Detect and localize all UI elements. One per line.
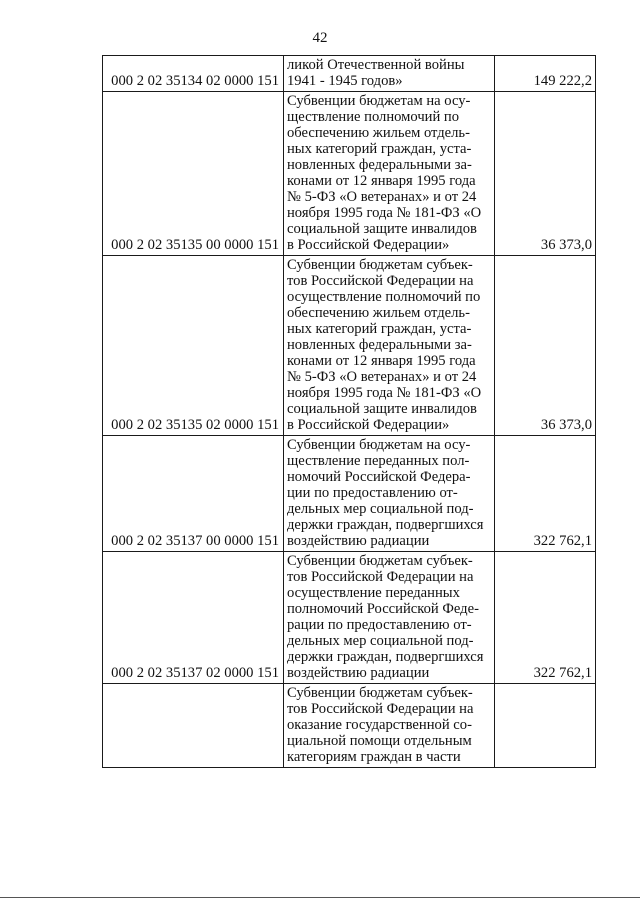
table-row	[103, 256, 596, 436]
description-line: Субвенции бюджетам субъек-	[287, 685, 473, 701]
description-line: воздействию радиации	[287, 665, 430, 681]
description-line: новленных федеральными за-	[287, 157, 472, 173]
description-line: Субвенции бюджетам на осу-	[287, 93, 471, 109]
description-line: обеспечению жильем отдель-	[287, 305, 470, 321]
description-line: категориям граждан в части	[287, 749, 461, 765]
budget-code-cell: 000 2 02 35137 00 0000 151	[103, 436, 284, 552]
description-line: осуществление полномочий по	[287, 289, 481, 305]
budget-code-cell: 000 2 02 35135 02 0000 151	[103, 256, 284, 436]
amount-cell: 322 762,1	[495, 552, 596, 684]
description-line: в Российской Федерации»	[287, 417, 450, 433]
description-line: ществление полномочий по	[287, 109, 460, 125]
budget-code-cell	[103, 684, 284, 768]
budget-code-cell: 000 2 02 35135 00 0000 151	[103, 92, 284, 256]
description-line: оказание государственной со-	[287, 717, 472, 733]
table-body	[103, 56, 596, 768]
description-line: ции по предоставлению от-	[287, 485, 458, 501]
amount-cell: 149 222,2	[495, 56, 596, 92]
page-bottom-rule	[0, 897, 640, 898]
description-cell	[284, 436, 495, 552]
budget-code-cell: 000 2 02 35134 02 0000 151	[103, 56, 284, 92]
description-line: ществление переданных пол-	[287, 453, 470, 469]
description-line: ноября 1995 года № 181-ФЗ «О	[287, 205, 482, 221]
description-line: осуществление переданных	[287, 585, 460, 601]
table-row	[103, 552, 596, 684]
amount-cell: 322 762,1	[495, 436, 596, 552]
description-line: держки граждан, подвергшихся	[287, 649, 484, 665]
description-line: ликой Отечественной войны	[287, 57, 465, 73]
table-row	[103, 92, 596, 256]
description-line: держки граждан, подвергшихся	[287, 517, 484, 533]
description-line: № 5-ФЗ «О ветеранах» и от 24	[287, 189, 477, 205]
description-line: воздействию радиации	[287, 533, 430, 549]
description-line: Субвенции бюджетам на осу-	[287, 437, 471, 453]
description-line: полномочий Российской Феде-	[287, 601, 479, 617]
table-row	[103, 436, 596, 552]
amount-cell: 36 373,0	[495, 92, 596, 256]
description-line: ных категорий граждан, уста-	[287, 141, 472, 157]
description-cell	[284, 92, 495, 256]
table-row	[103, 684, 596, 768]
amount-cell	[495, 684, 596, 768]
description-line: № 5-ФЗ «О ветеранах» и от 24	[287, 369, 477, 385]
description-line: тов Российской Федерации на	[287, 569, 474, 585]
description-line: Субвенции бюджетам субъек-	[287, 553, 473, 569]
description-line: тов Российской Федерации на	[287, 273, 474, 289]
description-line: обеспечению жильем отдель-	[287, 125, 470, 141]
description-line: номочий Российской Федера-	[287, 469, 471, 485]
description-line: новленных федеральными за-	[287, 337, 472, 353]
budget-table	[102, 55, 596, 768]
description-cell	[284, 56, 495, 92]
description-line: Субвенции бюджетам субъек-	[287, 257, 473, 273]
description-line: тов Российской Федерации на	[287, 701, 474, 717]
description-line: рации по предоставлению от-	[287, 617, 472, 633]
amount-cell: 36 373,0	[495, 256, 596, 436]
description-line: ноября 1995 года № 181-ФЗ «О	[287, 385, 482, 401]
table-row	[103, 56, 596, 92]
description-line: дельных мер социальной под-	[287, 633, 474, 649]
description-line: социальной защите инвалидов	[287, 401, 477, 417]
description-line: социальной защите инвалидов	[287, 221, 477, 237]
description-line: дельных мер социальной под-	[287, 501, 474, 517]
page-number: 42	[312, 30, 328, 46]
description-line: конами от 12 января 1995 года	[287, 353, 476, 369]
description-line: циальной помощи отдельным	[287, 733, 472, 749]
description-line: 1941 - 1945 годов»	[287, 73, 403, 89]
description-cell	[284, 684, 495, 768]
description-line: ных категорий граждан, уста-	[287, 321, 472, 337]
budget-code-cell: 000 2 02 35137 02 0000 151	[103, 552, 284, 684]
description-cell	[284, 256, 495, 436]
description-cell	[284, 552, 495, 684]
description-line: конами от 12 января 1995 года	[287, 173, 476, 189]
description-line: в Российской Федерации»	[287, 237, 450, 253]
